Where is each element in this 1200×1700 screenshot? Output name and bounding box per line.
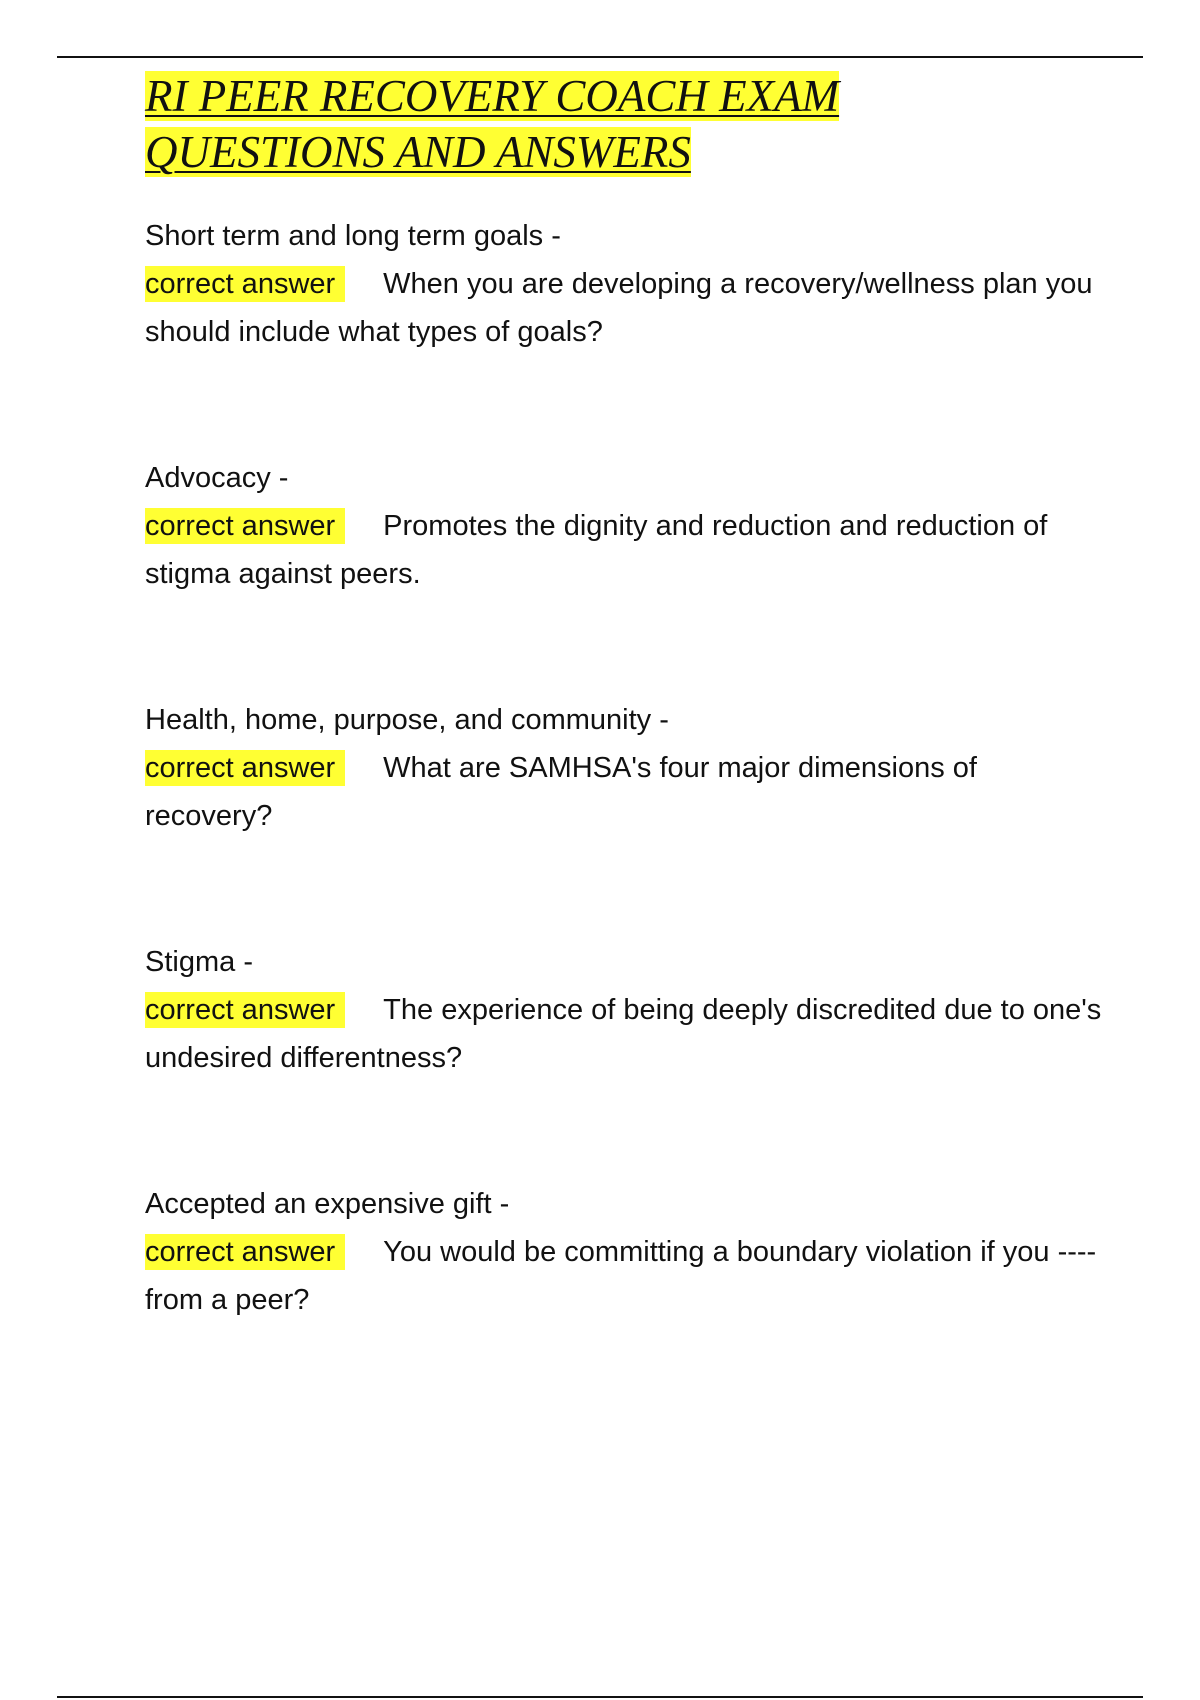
- qa-question-line: [145, 986, 1105, 1082]
- qa-question: Promotes the dignity and reduction and reduction of stigma against peers.: [145, 510, 1048, 590]
- document-title: [145, 68, 1105, 180]
- correct-answer-badge: correct answer: [145, 750, 345, 786]
- qa-question: The experience of being deeply discredited due to one's undesired differentness?: [145, 994, 1102, 1074]
- qa-question-line: [145, 502, 1105, 598]
- qa-term: Short term and long term goals -: [145, 220, 561, 252]
- qa-item-1: [145, 212, 1105, 356]
- qa-question: When you are developing a recovery/wellness plan you should include what types of goals?: [145, 268, 1093, 348]
- qa-item-4: [145, 938, 1105, 1082]
- qa-question: You would be committing a boundary violation if you ---- from a peer?: [145, 1236, 1097, 1316]
- document-body: [145, 68, 1105, 1422]
- qa-question-line: [145, 260, 1105, 356]
- correct-answer-badge: correct answer: [145, 508, 345, 544]
- qa-item-5: [145, 1180, 1105, 1324]
- qa-term: Health, home, purpose, and community -: [145, 704, 669, 736]
- qa-list: [145, 212, 1105, 1324]
- qa-question-line: [145, 1228, 1105, 1324]
- correct-answer-badge: correct answer: [145, 266, 345, 302]
- title-line-2: QUESTIONS AND ANSWERS: [145, 127, 691, 177]
- correct-answer-badge: correct answer: [145, 992, 345, 1028]
- qa-term: Advocacy -: [145, 462, 289, 494]
- qa-term: Stigma -: [145, 946, 253, 978]
- correct-answer-badge: correct answer: [145, 1234, 345, 1270]
- qa-term: Accepted an expensive gift -: [145, 1188, 510, 1220]
- qa-question: What are SAMHSA's four major dimensions of recovery?: [145, 752, 977, 832]
- title-line-1: RI PEER RECOVERY COACH EXAM: [145, 71, 840, 121]
- qa-question-line: [145, 744, 1105, 840]
- top-rule: [57, 56, 1143, 58]
- qa-item-3: [145, 696, 1105, 840]
- qa-item-2: [145, 454, 1105, 598]
- bottom-rule: [57, 1696, 1143, 1698]
